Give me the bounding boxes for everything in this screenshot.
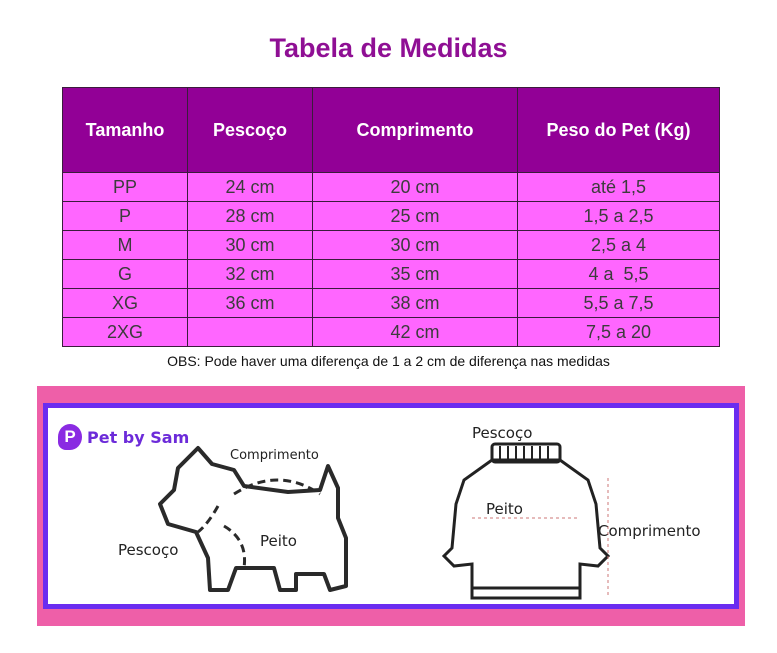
cell-length: 25 cm [313, 202, 518, 231]
cell-size: 2XG [63, 318, 188, 347]
collar-ribs [500, 446, 548, 460]
cell-size: XG [63, 289, 188, 318]
neck-line [198, 506, 218, 532]
table-header-row [63, 88, 720, 173]
chest-line [224, 526, 245, 568]
dog-length-label: Comprimento [230, 448, 319, 463]
paw-logo-icon: P [58, 424, 82, 450]
cell-length: 35 cm [313, 260, 518, 289]
measurement-banner [37, 386, 745, 626]
cell-weight: 5,5 a 7,5 [518, 289, 720, 318]
column-header-tamanho: Tamanho [63, 88, 188, 173]
cell-weight: até 1,5 [518, 173, 720, 202]
cell-size: P [63, 202, 188, 231]
brand-name: Pet by Sam [87, 427, 190, 447]
sweater-outline [444, 460, 608, 598]
table-row [63, 202, 720, 231]
cell-neck: 24 cm [188, 173, 313, 202]
observation-note: OBS: Pode haver uma diferença de 1 a 2 cm de diferença nas medidas [167, 353, 610, 369]
cell-weight: 7,5 a 20 [518, 318, 720, 347]
sweater-diagram [444, 444, 608, 598]
size-table [62, 87, 720, 347]
cell-neck: 36 cm [188, 289, 313, 318]
cell-size: M [63, 231, 188, 260]
cell-length: 42 cm [313, 318, 518, 347]
table-row [63, 231, 720, 260]
sweater-neck-label: Pescoço [472, 424, 533, 442]
dog-diagram [48, 408, 734, 604]
table-row [63, 260, 720, 289]
measurement-guide [43, 403, 739, 609]
sweater-chest-label: Peito [486, 500, 523, 518]
cell-weight: 2,5 a 4 [518, 231, 720, 260]
cell-weight: 4 a 5,5 [518, 260, 720, 289]
table-row [63, 173, 720, 202]
dog-neck-label: Pescoço [118, 541, 179, 559]
cell-neck: 32 cm [188, 260, 313, 289]
column-header-pescoco: Pescoço [188, 88, 313, 173]
table-row [63, 289, 720, 318]
dog-outline [160, 448, 346, 590]
page-title: Tabela de Medidas [269, 33, 508, 63]
cell-size: PP [63, 173, 188, 202]
cell-neck: 30 cm [188, 231, 313, 260]
cell-weight: 1,5 a 2,5 [518, 202, 720, 231]
column-header-peso: Peso do Pet (Kg) [518, 88, 720, 173]
cell-size: G [63, 260, 188, 289]
cell-neck: 28 cm [188, 202, 313, 231]
cell-length: 38 cm [313, 289, 518, 318]
dog-chest-label: Peito [260, 532, 297, 550]
table-row [63, 318, 720, 347]
cell-length: 30 cm [313, 231, 518, 260]
column-header-comprimento: Comprimento [313, 88, 518, 173]
cell-neck [188, 318, 313, 347]
sweater-length-label: Comprimento [598, 522, 701, 540]
cell-length: 20 cm [313, 173, 518, 202]
